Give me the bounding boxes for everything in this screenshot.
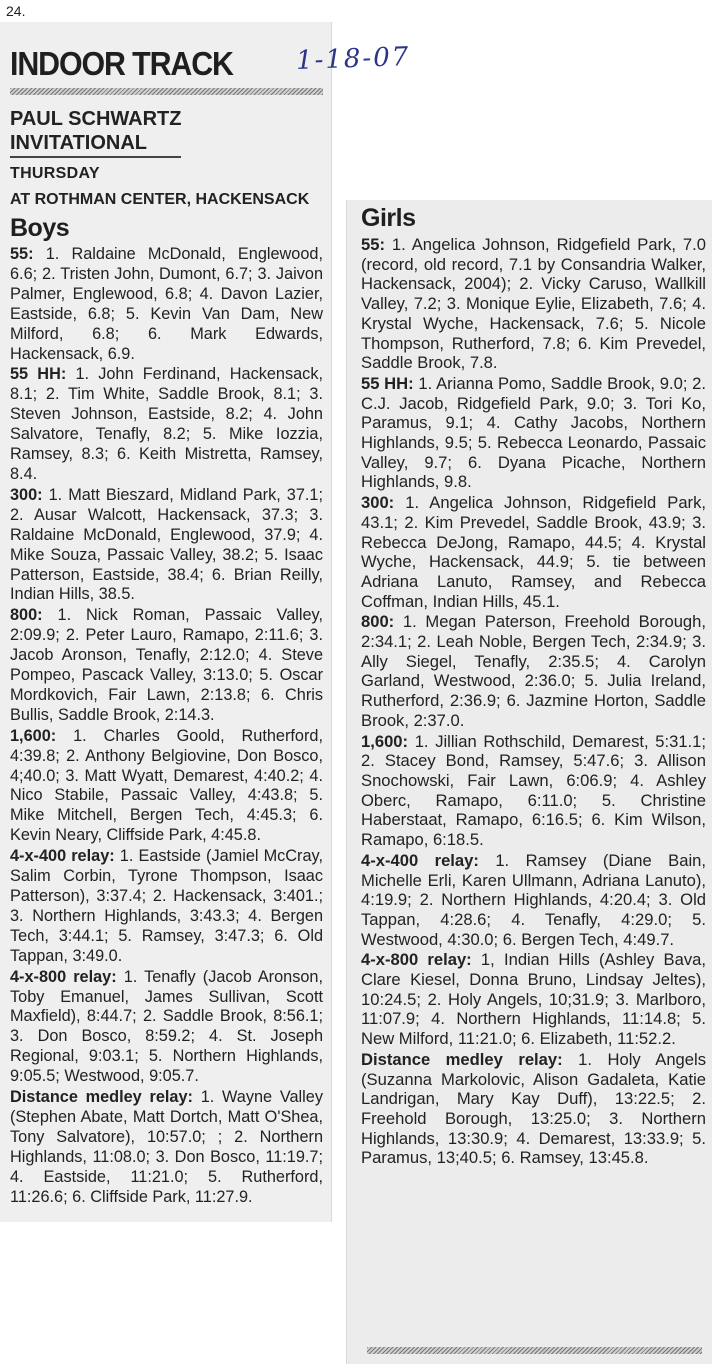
event-results: 1. Eastside (Jamiel McCray, Salim Corbin, Tyrone Thompson, Isaac Patterson), 3:37.4; 2. Hackensack, 3:401.; 3. Northern Highlands, 3:43.3; 4. Bergen Tech, 3:44.1; 5. Ramsey, 3:47.3; 6. Old Tappan, 3:49.0. (10, 847, 323, 965)
girls-event-result (361, 950, 706, 1049)
handwritten-date: 1-18-07 (295, 42, 411, 76)
event-results: 1. Arianna Pomo, Saddle Brook, 9.0; 2. C.J. Jacob, Ridgefield Park, 9.0; 3. Tori Ko, Paramus, 9.1; 4. Cathy Jacobs, Northern Highlands, 9.5; 5. Rebecca Leonardo, Passaic Valley, 9.7; 6. Dyana Picache, Northern Highlands, 9.8. (361, 373, 706, 492)
event-name: 55: (361, 235, 385, 254)
event-name: Distance medley relay: (10, 1088, 193, 1107)
girls-event-result (361, 235, 706, 373)
boys-event-result (10, 847, 323, 966)
girls-section-title: Girls (361, 204, 416, 232)
event-name: 300: (361, 493, 395, 513)
boys-event-result (10, 968, 323, 1087)
event-name: 300: (10, 485, 43, 504)
boys-results (10, 245, 323, 1208)
event-name: 800: (10, 606, 43, 625)
headline-rule (10, 88, 323, 95)
event-name: 4-x-400 relay: (361, 850, 479, 870)
girls-event-result (361, 732, 706, 850)
event-results: 1. Holy Angels (Suzanna Markolovic, Alison Gadaleta, Katie Landrigan, Mary Kay Duff), 13:22.5; 2. Freehold Borough, 13:25.0; 3. Northern Highlands, 13:30.9; 4. Demarest, 13:33.9; 5. Paramus, 13;40.5; 6. Ramsey, 13:45.8. (361, 1049, 706, 1168)
clipping-left-column (0, 22, 332, 1222)
meet-venue: AT ROTHMAN CENTER, HACKENSACK (10, 191, 310, 208)
event-name: 1,600: (361, 731, 409, 751)
event-name: 55 HH: (361, 373, 414, 393)
page-number: 24. (6, 3, 26, 19)
meet-day: THURSDAY (10, 165, 100, 182)
event-name: 4-x-800 relay: (10, 967, 117, 986)
bottom-rule (367, 1347, 702, 1354)
boys-section-title: Boys (10, 214, 70, 242)
girls-results (361, 235, 706, 1168)
event-results: 1. Matt Bieszard, Midland Park, 37.1; 2. Ausar Walcott, Hackensack, 37.3; 3. Raldaine McDonald, Englewood, 37.9; 4. Mike Souza, Passaic Valley, 38.2; 5. Isaac Patterson, Eastside, 38.4; 6. Brian Reilly, Indian Hills, 38.5. (10, 485, 323, 604)
meet-name-line-2: INVITATIONAL (10, 132, 148, 154)
event-results: 1. Charles Goold, Rutherford, 4:39.8; 2. Anthony Belgiovine, Don Bosco, 4;40.0; 3. Matt Wyatt, Demarest, 4:40.2; 4. Nico Stabile, Passaic Valley, 4:43.8; 5. Mike Mitchell, Bergen Tech, 4:45.3; 6. Kevin Neary, Cliffside Park, 4:45.8. (10, 726, 323, 845)
boys-event-result (10, 245, 323, 364)
boys-event-result (10, 486, 323, 605)
event-name: 55: (10, 245, 34, 263)
event-results: 1. Raldaine McDonald, Englewood, 6.6; 2. Tristen John, Dumont, 6.7; 3. Jaivon Palmer, Englewood, 6.8; 4. Davon Lazier, Eastside, 6.8; 5. Kevin Van Dam, New Milford, 6.8; 6. Mark Edwards, Hackensack, 6.9. (10, 245, 323, 363)
boys-event-result (10, 727, 323, 846)
event-results: 1. Angelica Johnson, Ridgefield Park, 7.0 (record, old record, 7.1 by Consandria Walker, Hackensack, 2004); 2. Vicky Caruso, Wallkill Valley, 7.2; 3. Monique Eylie, Elizabeth, 7.6; 4. Krystal Wyche, Hackensack, 7.6; 5. Nicole Thompson, Rutherford, 7.8; 6. Kim Prevedel, Saddle Brook, 7.8. (361, 235, 706, 373)
event-name: 55 HH: (10, 365, 67, 384)
event-results: 1. Megan Paterson, Freehold Borough, 2:34.1; 2. Leah Noble, Bergen Tech, 2:34.9; 3. Ally Siegel, Tenafly, 2:35.5; 4. Carolyn Garland, Westwood, 2:36.0; 5. Julia Ireland, Rutherford, 2:36.9; 6. Jazmine Horton, Saddle Brook, 2:37.0. (361, 612, 706, 730)
event-results: 1. John Ferdinand, Hackensack, 8.1; 2. Tim White, Saddle Brook, 8.1; 3. Steven Johnson, Eastside, 8.2; 4. John Salvatore, Tenafly, 8.2; 5. Mike Iozzia, Ramsey, 8.3; 6. Keith Mistretta, Ramsey, 8.4. (10, 365, 323, 483)
event-results: 1. Ramsey (Diane Bain, Michelle Erli, Karen Ullmann, Adriana Lanuto), 4:19.9; 2. Northern Highlands, 4:20.4; 3. Old Tappan, 4:28.6; 4. Tenafly, 4:29.0; 5. Westwood, 4:30.0; 6. Bergen Tech, 4:49.7. (361, 850, 706, 949)
girls-event-result (361, 612, 706, 730)
girls-event-result (361, 1050, 706, 1168)
event-name: 4-x-800 relay: (361, 950, 472, 970)
event-name: 4-x-400 relay: (10, 847, 115, 866)
meet-name (10, 107, 181, 158)
event-results: 1. Tenafly (Jacob Aronson, Toby Emanuel, James Sullivan, Scott Maxfield), 8:44.7; 2. Saddle Brook, 8:56.1; 3. Don Bosco, 8:59.2; 4. St. Joseph Regional, 9:03.1; 5. Northern Highlands, 9:05.5; Westwood, 9:05.7. (10, 967, 323, 1086)
event-results: 1. Nick Roman, Passaic Valley, 2:09.9; 2. Peter Lauro, Ramapo, 2:11.6; 3. Jacob Aronson, Tenafly, 2:12.0; 4. Steve Pompeo, Pascack Valley, 3:13.0; 5. Oscar Mordkovich, Fair Lawn, 2:13.8; 6. Chris Bullis, Saddle Brook, 2:14.3. (10, 606, 323, 724)
event-name: 800: (361, 612, 395, 632)
boys-event-result (10, 606, 323, 725)
boys-event-result (10, 365, 323, 484)
event-name: 1,600: (10, 726, 57, 745)
event-name: Distance medley relay: (361, 1049, 563, 1069)
girls-event-result (361, 851, 706, 950)
girls-event-result (361, 374, 706, 492)
boys-event-result (10, 1088, 323, 1207)
event-results: 1, Indian Hills (Ashley Bava, Clare Kiesel, Donna Bruno, Lindsay Jeltes), 10:24.5; 2. Holy Angels, 10;31.9; 3. Marlboro, 11:07.9; 4. Northern Highlands, 11:14.8; 5. New Milford, 11:21.0; 6. Elizabeth, 11:52.2. (361, 950, 706, 1049)
event-results: 1. Jillian Rothschild, Demarest, 5:31.1; 2. Stacey Bond, Ramsey, 5:47.6; 3. Allison Snochowski, Fair Lawn, 6:06.9; 4. Ashley Oberc, Ramapo, 6:11.0; 5. Christine Haberstaat, Ramapo, 6:16.5; 6. Kim Wilson, Ramapo, 6:18.5. (361, 731, 706, 850)
girls-event-result (361, 493, 706, 611)
event-results: 1. Angelica Johnson, Ridgefield Park, 43.1; 2. Kim Prevedel, Saddle Brook, 43.9; 3. Rebecca DeJong, Ramapo, 44.5; 4. Krystal Wyche, Hackensack, 44.9; 5. tie between Adriana Lanuto, Ramsey, and Rebecca Coffman, Indian Hills, 45.1. (361, 493, 706, 611)
headline: INDOOR TRACK (10, 45, 233, 82)
meet-name-line-1: PAUL SCHWARTZ (10, 108, 182, 130)
event-results: 1. Wayne Valley (Stephen Abate, Matt Dortch, Matt O'Shea, Tony Salvatore), 10:57.0; ; 2. Northern Highlands, 11:08.0; 3. Don Bosco, 11:19.7; 4. Eastside, 11:21.0; 5. Rutherford, 11:26.6; 6. Cliffside Park, 11:27.9. (10, 1088, 323, 1206)
clipping-right-column (346, 200, 712, 1364)
